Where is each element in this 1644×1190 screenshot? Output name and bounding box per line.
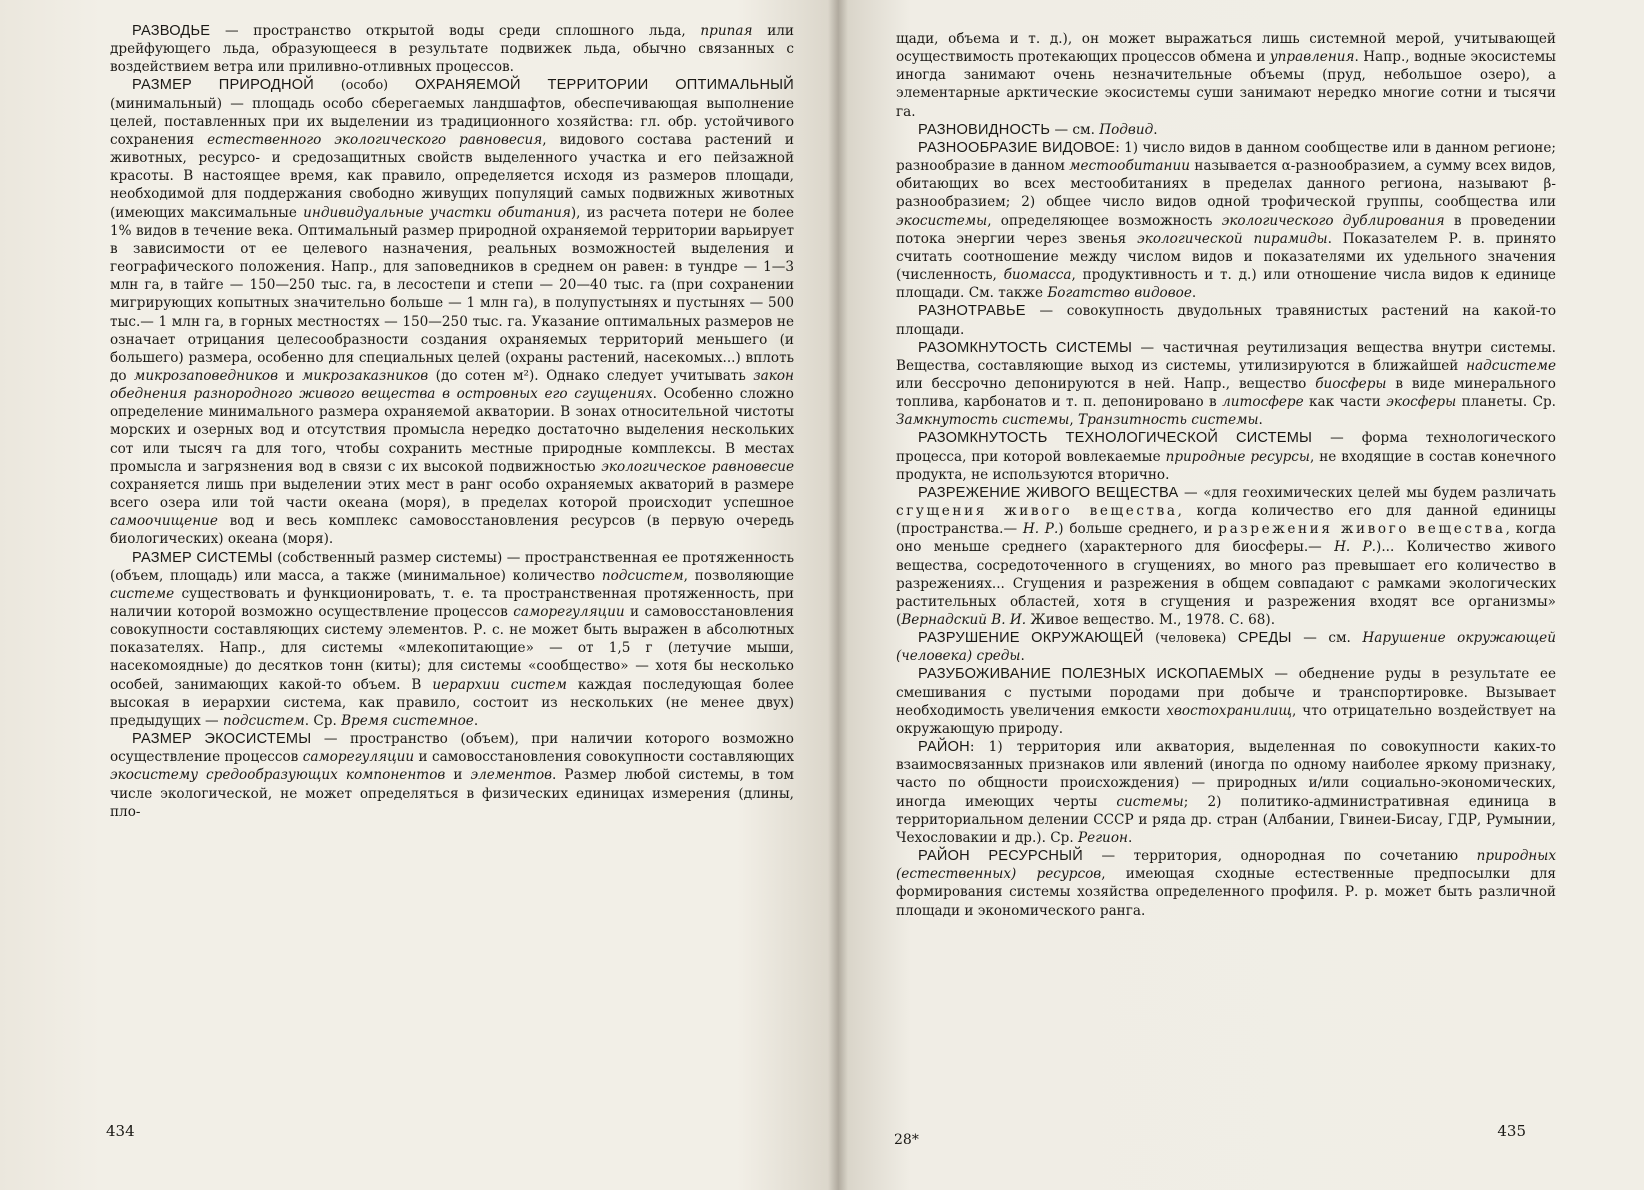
entry-text: , когда оно меньше среднего (характерного для биосферы.— bbox=[896, 521, 1556, 556]
italic-term: элементов bbox=[470, 767, 553, 784]
italic-term: биосферы bbox=[1315, 375, 1387, 392]
italic-term: Н. Р. bbox=[1334, 539, 1377, 556]
entry-text: называется α-разнообразием, а сумму всех видов, обитающих во всех местообитаниях в пределах данного региона, называют β-разнообразием; 2) общее число видов одной трофической группы, сообщества или bbox=[896, 158, 1556, 211]
entry-text: в виде минерального топлива, карбонатов и т. п. депонировано в bbox=[896, 375, 1556, 411]
entry-text: . bbox=[473, 712, 479, 729]
entry-text: , определяющее возможность bbox=[987, 212, 1222, 229]
italic-term: экологическое равновесие bbox=[601, 458, 795, 475]
dictionary-entry bbox=[896, 429, 1556, 483]
entry-text: : 1) территория или акватория, выделенная по совокупности каких-то взаимосвязанных признаков или явлений (иногда по одному наиболее яркому признаку, часто по общности происхождения) — природных и/или социально-экономических, иногда имеющих черты bbox=[896, 739, 1556, 810]
entry-headword: РАЗУБОЖИВАНИЕ ПОЛЕЗНЫХ ИСКОПАЕМЫХ bbox=[918, 666, 1264, 683]
entry-text: ), из расчета потери не более 1% видов в течение века. Оптимальный размер природной охраняемой территории варьирует в зависимости от ее целевого назначения, реальных возможностей выделения и географического положения. Напр., для заповедников в среднем он равен: в тундре — 1—3 млн га, в тайге — 150—250 тыс. га, в лесостепи и степи — 20—40 тыс. га (при сохранении мигрирующих копытных значительно больше — 1 млн га), в полупустынях и пустынях — 500 тыс.— 1 млн га, в горных местностях — 150—250 тыс. га. Указание оптимальных размеров не означает отрицания целесообразности создания охраняемых территорий меньшего (и большего) размера, особенно для специальных целей (охраны растений, насекомых...) вплоть до bbox=[110, 204, 794, 384]
entry-text: , когда количество его для данной единицы (пространства.— bbox=[896, 503, 1556, 538]
dictionary-entry bbox=[896, 629, 1556, 665]
spaced-text: сгущения живого вещества bbox=[896, 503, 1178, 520]
dictionary-entry bbox=[896, 847, 1556, 920]
entry-text: , bbox=[1069, 412, 1079, 429]
entry-text: . Ср. bbox=[304, 712, 342, 729]
entry-text: . Напр., водные экосистемы иногда занимают очень незначительные объемы (пруд, небольшое озеро), а элементарные арктические экосистемы суши занимают нередко многие сотни и тысячи га. bbox=[896, 49, 1556, 120]
entry-headword: РАЗМЕР СИСТЕМЫ bbox=[132, 549, 273, 566]
entry-headword: РАЗНОТРАВЬЕ bbox=[918, 303, 1026, 320]
entry-text: — совокупность двудольных травянистых растений на какой-то площади. bbox=[896, 303, 1556, 338]
italic-term: иерархии систем bbox=[432, 676, 567, 693]
entry-text: . bbox=[1258, 412, 1263, 429]
italic-term: экосферы bbox=[1386, 394, 1457, 411]
dictionary-entry bbox=[896, 339, 1556, 430]
italic-term: экосистемы bbox=[896, 212, 988, 229]
entry-headword: СРЕДЫ bbox=[1237, 630, 1292, 647]
entry-text: и bbox=[278, 367, 303, 384]
dictionary-entry bbox=[896, 665, 1556, 738]
entry-headword: РАЗМЕР ПРИРОДНОЙ bbox=[132, 77, 314, 94]
italic-term: биомасса bbox=[1003, 267, 1072, 284]
entry-text: . bbox=[1153, 121, 1158, 138]
entry-headword: РАЗРУШЕНИЕ ОКРУЖАЮЩЕЙ bbox=[918, 630, 1144, 647]
entry-text: — территория, однородная по сочетанию bbox=[1082, 848, 1477, 865]
entry-text: (минимальный) — площадь особо сберегаемых ландшафтов, обеспечивающая выполнение целей, поставленных при их выделении из традиционного хозяйства: гл. обр. устойчивого сохранения bbox=[110, 95, 794, 148]
dictionary-entry bbox=[896, 738, 1556, 847]
entry-headword: РАЗНООБРАЗИЕ ВИДОВОЕ bbox=[918, 139, 1116, 156]
dictionary-entry bbox=[110, 76, 794, 548]
italic-term: самоочищение bbox=[110, 513, 218, 530]
italic-term: Замкнутость системы bbox=[896, 412, 1070, 429]
italic-term: Н. Р. bbox=[1022, 521, 1059, 538]
signature-mark: 28* bbox=[894, 1132, 919, 1148]
italic-term: микрозаказников bbox=[302, 367, 429, 384]
entry-headword: РАЗНОВИДНОСТЬ bbox=[918, 121, 1051, 138]
italic-term: Время системное bbox=[341, 712, 474, 729]
italic-term: Нарушение окружающей (человека) среды bbox=[896, 630, 1556, 665]
entry-text: . Размер любой системы, в том числе экологической, не может определяться в физических единицах измерения (длины, пло- bbox=[110, 767, 795, 820]
entry-text: — пространство открытой воды среди сплошного льда, bbox=[210, 23, 701, 39]
italic-term: Вернадский В. И. bbox=[901, 612, 1027, 628]
dictionary-entry bbox=[896, 484, 1556, 629]
entry-headword: РАЗМЕР ЭКОСИСТЕМЫ bbox=[132, 731, 312, 748]
entry-text: щади, объема и т. д.), он может выражаться лишь системной мерой, учитывающей осуществимость протекающих процессов обмена и bbox=[896, 31, 1556, 66]
italic-term: природные ресурсы bbox=[1165, 448, 1310, 465]
italic-term: подсистем bbox=[222, 712, 305, 729]
entry-headword: РАЙОН bbox=[918, 739, 970, 756]
entry-text: планеты. Ср. bbox=[1456, 394, 1556, 411]
italic-term: закон обеднения разнородного живого вещества в островных его сгущениях bbox=[110, 367, 794, 403]
headword-qualifier: (особо) bbox=[340, 77, 389, 93]
right-page bbox=[838, 0, 1644, 1190]
entry-text: . Особенно сложно определение минимального размера охраняемой акватории. В зонах относительной чистоты морских и озерных вод и отсутствия промысла нередко достаточно выделения нескольких сот или тысяч га для того, чтобы сохранить местные природные комплексы. В местах промысла и загрязнения вод в связи с их высокой подвижностью bbox=[110, 386, 794, 475]
dictionary-entry bbox=[896, 121, 1556, 139]
italic-term: Богатство видовое bbox=[1047, 285, 1192, 302]
entry-headword: РАЙОН РЕСУРСНЫЙ bbox=[918, 848, 1083, 865]
entry-text: сохраняется лишь при выделении этих мест в ранг особо охраняемых акваторий в размере всего озера или той части океана (моря), в пределах которой происходит успешное bbox=[110, 476, 794, 512]
dictionary-entry bbox=[896, 302, 1556, 338]
italic-term: хвостохранилищ bbox=[1166, 702, 1292, 719]
entry-text: , что отрицательно воздействует на окружающую природу. bbox=[896, 702, 1556, 737]
italic-term: природных (естественных) ресурсов bbox=[896, 848, 1556, 883]
italic-term: припая bbox=[700, 23, 753, 39]
italic-term: управления bbox=[1269, 49, 1355, 66]
entry-text: и самовосстановления совокупности составляющих bbox=[414, 749, 794, 766]
italic-term: Регион bbox=[1078, 829, 1128, 846]
entry-text: , не входящие в состав конечного продукта, не используются вторично. bbox=[896, 448, 1556, 483]
entry-text: и самовосстановления совокупности составляющих систему элементов. Р. с. не может быть выражен в абсолютных показателях. Напр., для системы «млекопитающие» — от 1,5 г (летучие мыши, насекомоядные) до десятков тонн (киты); для системы «сообщество» — хотя бы несколько особей, занимающих какой-то объем. В bbox=[110, 604, 794, 693]
entry-text: как части bbox=[1303, 394, 1387, 411]
italic-term: экосистему средообразующих компонентов bbox=[110, 767, 446, 784]
dictionary-entry bbox=[896, 139, 1556, 302]
entry-text: . bbox=[1020, 648, 1025, 665]
entry-text: и bbox=[445, 767, 471, 784]
page-number-right: 435 bbox=[1497, 1122, 1526, 1140]
continued-paragraph bbox=[896, 30, 1556, 121]
entry-headword: ОХРАНЯЕМОЙ ТЕРРИТОРИИ ОПТИМАЛЬНЫЙ bbox=[414, 77, 794, 94]
entry-text: (до сотен м²). Однако следует учитывать bbox=[428, 367, 754, 384]
entry-text: — «для геохимических целей мы будем различать bbox=[1178, 484, 1556, 501]
entry-text: ) больше среднего, и bbox=[1058, 521, 1219, 538]
entry-headword: РАЗВОДЬЕ bbox=[132, 23, 211, 39]
entry-text: , имеющая сходные естественные предпосылки для формирования системы хозяйства определенного профиля. Р. р. может быть различной площади и экономического ранга. bbox=[896, 866, 1556, 919]
italic-term: естественного экологического равновесия bbox=[207, 131, 543, 148]
entry-text: или бессрочно депонируются в ней. Напр., вещество bbox=[896, 375, 1316, 392]
entry-text: каждая последующая более высокая в иерархии система, как правило, состоит из нескольких (не менее двух) предыдущих — bbox=[110, 676, 794, 729]
entry-text: существовать и функционировать, т. е. та пространственная протяженность, при наличии которой возможно осуществление процессов bbox=[110, 585, 794, 620]
headword-qualifier: (человека) bbox=[1155, 630, 1227, 646]
page-number-left: 434 bbox=[106, 1122, 135, 1140]
right-page-text bbox=[896, 30, 1556, 920]
italic-term: местообитании bbox=[1069, 158, 1190, 175]
entry-text: Живое вещество. М., 1978. С. 68). bbox=[1026, 612, 1276, 628]
entry-text: или дрейфующего льда, образующееся в результате подвижек льда, обычно связанных с воздействием ветра или приливно-отливных процессов. bbox=[110, 23, 794, 76]
entry-text: — форма технологического процесса, при которой вовлекаемые bbox=[896, 430, 1556, 465]
entry-headword: РАЗОМКНУТОСТЬ ТЕХНОЛОГИЧЕСКОЙ СИСТЕМЫ bbox=[918, 430, 1313, 447]
left-page-text bbox=[110, 22, 794, 821]
entry-text: — пространство (объем), при наличии которого возможно осуществление процессов bbox=[110, 731, 794, 766]
entry-text: — частичная реутилизация вещества внутри системы. Вещества, составляющие выход из системы, утилизируются в ближайшей bbox=[896, 339, 1556, 374]
italic-term: системы bbox=[1116, 793, 1184, 810]
entry-text: : 1) число видов в данном сообществе или в данном регионе; разнообразие в данном bbox=[896, 139, 1556, 175]
italic-term: Подвид bbox=[1099, 121, 1154, 138]
italic-term: экологической пирамиды bbox=[1137, 230, 1328, 247]
dictionary-entry bbox=[110, 730, 794, 821]
italic-term: надсистеме bbox=[1466, 357, 1556, 374]
italic-term: саморегуляции bbox=[513, 604, 625, 620]
entry-text: — обеднение руды в результате ее смешивания с пустыми породами при добыче и транспортировке. Вызывает необходимость увеличения емкости bbox=[896, 666, 1556, 719]
spaced-text: разрежения живого вещества bbox=[1218, 521, 1506, 538]
dictionary-entry bbox=[110, 549, 794, 731]
italic-term: микрозаповедников bbox=[134, 367, 279, 384]
entry-text: )... Количество живого вещества, сосредоточенного в сгущениях, во много раз превышает его количество в разрежениях... Сгущения и разрежения в общем совпадают с рамками экологических растительных областей, хотя в сгущения и разрежения входят все организмы» ( bbox=[896, 539, 1556, 628]
dictionary-entry bbox=[110, 22, 794, 76]
entry-text: . bbox=[1127, 829, 1133, 846]
entry-text: , видового состава растений и животных, ресурсо- и средозащитных свойств выделенного участка и его пейзажной красоты. В настоящее время, как правило, определяется исходя из размеров площади, необходимой для поддержания свободно живущих популяций самых подвижных животных (имеющих максимальные bbox=[110, 131, 794, 221]
italic-term: саморегуляции bbox=[302, 749, 415, 766]
entry-text: . Показателем Р. в. принято считать соотношение между числом видов и показателями их удельного значения (численность, bbox=[896, 230, 1556, 284]
entry-text: (собственный размер системы) — пространственная ее протяженность (объем, площадь) или масса, а также (минимальное) количество bbox=[110, 549, 794, 584]
entry-text: в проведении потока энергии через звенья bbox=[896, 212, 1556, 247]
italic-term: литосфере bbox=[1222, 394, 1304, 411]
entry-text: ; 2) политико-административная единица в территориальном делении СССР и ряда др. стран (Албании, Гвинеи-Бисау, ГДР, Румынии, Чехословакии и др.). Ср. bbox=[896, 793, 1556, 846]
italic-term: экологического дублирования bbox=[1221, 212, 1445, 229]
italic-term: системе bbox=[110, 585, 175, 602]
italic-term: индивидуальные участки обитания bbox=[303, 204, 571, 221]
entry-text: , продуктивность и т. д.) или отношение числа видов к единице площади. См. также bbox=[896, 267, 1556, 302]
entry-text: — см. bbox=[1050, 121, 1100, 138]
entry-headword: РАЗОМКНУТОСТЬ СИСТЕМЫ bbox=[918, 339, 1133, 356]
entry-text: вод и весь комплекс самовосстановления ресурсов (в первую очередь биологических) океана (моря). bbox=[110, 513, 794, 548]
entry-text: , позволяющие bbox=[683, 567, 794, 584]
entry-text: . bbox=[1191, 285, 1197, 302]
entry-headword: РАЗРЕЖЕНИЕ ЖИВОГО ВЕЩЕСТВА bbox=[918, 484, 1179, 501]
italic-term: Транзитность системы bbox=[1078, 412, 1259, 429]
entry-text: — см. bbox=[1291, 630, 1363, 647]
italic-term: подсистем bbox=[601, 567, 684, 584]
